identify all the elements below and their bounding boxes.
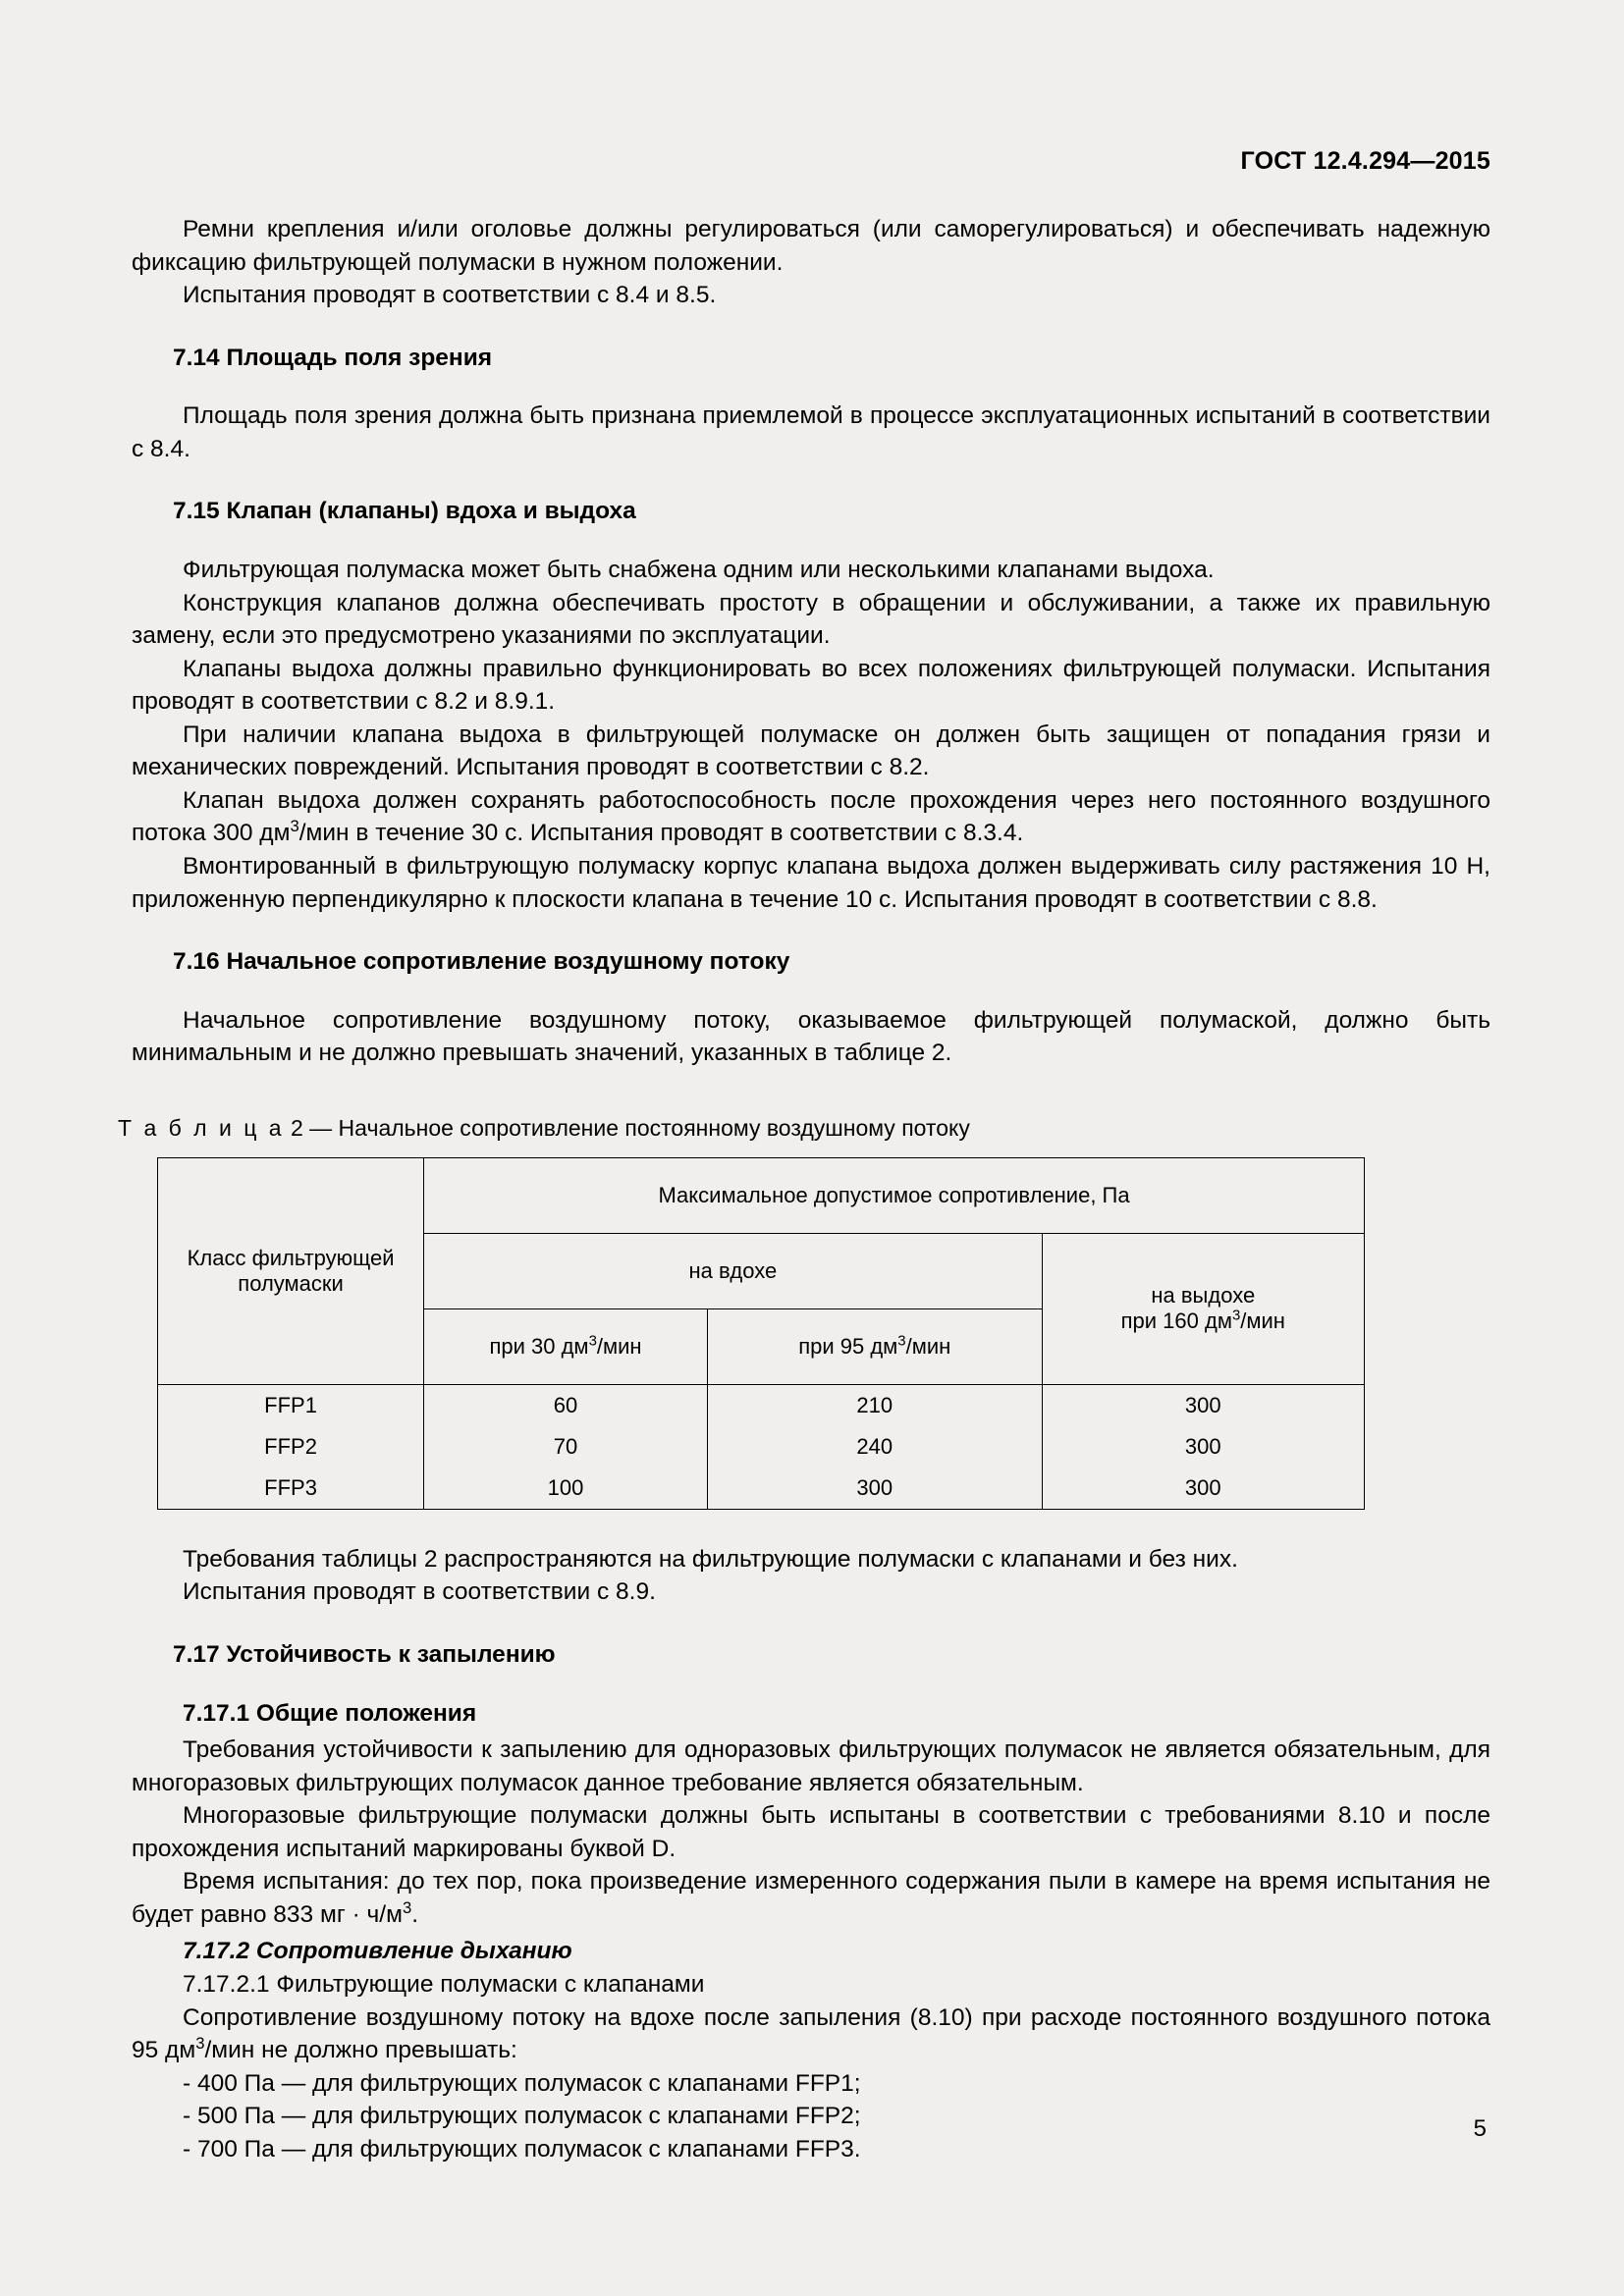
cell-95-ffp2: 240 <box>707 1426 1042 1468</box>
body-text-after-table <box>118 1543 1512 2166</box>
paragraph-valves-5-b: /мин в течение 30 с. Испытания проводят в соответствии с 8.3.4. <box>298 820 1024 847</box>
resistance-table <box>157 1157 1365 1510</box>
requirement-list <box>132 2067 1490 2166</box>
table-header-flow-95 <box>707 1308 1042 1384</box>
cell-class-ffp1: FFP1 <box>158 1384 424 1426</box>
paragraph-tests-84-85: Испытания проводят в соответствии с 8.4 и 8.5. <box>183 282 717 309</box>
section-heading-7-17: 7.17 Устойчивость к запылению <box>173 1640 556 1668</box>
cell-30-ffp1: 60 <box>424 1384 708 1426</box>
table-row <box>158 1426 1365 1468</box>
paragraph-7-17-2-1: 7.17.2.1 Фильтрующие полумаски с клапанами <box>183 1971 705 1998</box>
superscript-cubic-95: 3 <box>897 1332 906 1350</box>
paragraph-field-of-view: Площадь поля зрения должна быть признана приемлемой в процессе эксплуатационных испытаний в соответствии с 8.4. <box>132 402 1490 462</box>
table-header-exhale-line1: на выдохе <box>1151 1283 1256 1308</box>
paragraph-initial-resistance: Начальное сопротивление воздушному потоку, оказываемое фильтрующей полумаской, должно быть минимальным и не должно превышать значений, указанных в таблице 2. <box>132 1006 1490 1067</box>
cell-160-ffp1: 300 <box>1042 1384 1364 1426</box>
superscript-cubic-exhale: 3 <box>1231 1307 1241 1324</box>
cell-160-ffp3: 300 <box>1042 1468 1364 1510</box>
section-heading-7-16: 7.16 Начальное сопротивление воздушному потоку <box>173 948 790 976</box>
table-header-flow-95-b: /мин <box>905 1333 951 1359</box>
list-item: - 500 Па — для фильтрующих полумасок с клапанами FFP2; <box>183 2103 861 2130</box>
paragraph-table-applies: Требования таблицы 2 распространяются на фильтрующие полумаски с клапанами и без них. <box>183 1545 1238 1573</box>
paragraph-valves-3: Клапаны выдоха должны правильно функционировать во всех положениях фильтрующей полумаски. Испытания проводят в соответствии с 8.2 и 8.9.1. <box>132 655 1490 716</box>
superscript-cubic-3: 3 <box>195 2033 205 2053</box>
paragraph-valves-5 <box>132 784 1490 850</box>
table-header-exhale-line2-a: при 160 дм <box>1120 1308 1232 1334</box>
superscript-cubic-30: 3 <box>588 1332 597 1350</box>
paragraph-tests-89: Испытания проводят в соответствии с 8.9. <box>183 1578 656 1606</box>
paragraph-valves-5-a: Клапан выдоха должен сохранять работоспособность после прохождения через него постоянного воздушного потока 300 дм <box>132 786 1490 847</box>
table-header-row-1 <box>158 1157 1365 1233</box>
cell-30-ffp3: 100 <box>424 1468 708 1510</box>
paragraph-dust-3-a: Время испытания: до тех пор, пока произведение измеренного содержания пыли в камере на время испытания не будет равно 833 мг · ч/м <box>132 1868 1490 1928</box>
cell-class-ffp3: FFP3 <box>158 1468 424 1510</box>
cell-95-ffp1: 210 <box>707 1384 1042 1426</box>
cell-95-ffp3: 300 <box>707 1468 1042 1510</box>
paragraph-resistance-b: /мин не должно превышать: <box>204 2037 517 2064</box>
paragraph-dust-2: Многоразовые фильтрующие полумаски должны быть испытаны в соответствии с требованиями 8.10 и после прохождения испытаний маркированы буквой D. <box>132 1802 1490 1862</box>
table-header-class: Класс фильтрующей полумаски <box>158 1157 424 1384</box>
list-item: - 700 Па — для фильтрующих полумасок с клапанами FFP3. <box>183 2135 861 2163</box>
section-heading-7-17-1: 7.17.1 Общие положения <box>183 1699 477 1727</box>
page-number: 5 <box>1473 2115 1487 2142</box>
section-heading-7-17-2: 7.17.2 Сопротивление дыханию <box>183 1938 572 1965</box>
table-row <box>158 1468 1365 1510</box>
list-item: - 400 Па — для фильтрующих полумасок с клапанами FFP1; <box>183 2069 861 2097</box>
page-content <box>118 0 1512 2165</box>
section-heading-7-14: 7.14 Площадь поля зрения <box>173 344 493 371</box>
table-caption-number: 2 <box>290 1114 303 1141</box>
table-header-flow-30-a: при 30 дм <box>489 1333 589 1359</box>
table-wrapper <box>118 1157 1512 1510</box>
cell-class-ffp2: FFP2 <box>158 1426 424 1468</box>
paragraph-valves-2: Конструкция клапанов должна обеспечивать простоту в обращении и обслуживании, а также их правильную замену, если это предусмотрено указаниями по эксплуатации. <box>132 589 1490 650</box>
table-header-max-resistance: Максимальное допустимое сопротивление, Па <box>424 1157 1365 1233</box>
cell-30-ffp2: 70 <box>424 1426 708 1468</box>
section-heading-7-15: 7.15 Клапан (клапаны) вдоха и выдоха <box>173 498 636 525</box>
table-header-flow-30-b: /мин <box>596 1333 642 1359</box>
paragraph-dust-1: Требования устойчивости к запылению для одноразовых фильтрующих полумасок не является обязательным, для многоразовых фильтрующих полумасок данное требование является обязательным. <box>132 1736 1490 1796</box>
table-header-exhale <box>1042 1233 1364 1384</box>
body-text <box>118 213 1512 1070</box>
table-header-flow-30 <box>424 1308 708 1384</box>
paragraph-resistance-a: Сопротивление воздушному потоку на вдохе после запыления (8.10) при расходе постоянного воздушного потока 95 дм <box>132 2003 1490 2064</box>
superscript-cubic-1: 3 <box>290 817 299 836</box>
document-header: ГОСТ 12.4.294—2015 <box>1240 147 1490 175</box>
paragraph-straps: Ремни крепления и/или оголовье должны регулироваться (или саморегулироваться) и обеспечивать надежную фиксацию фильтрующей полумаски в нужном положении. <box>132 216 1490 276</box>
paragraph-valves-4: При наличии клапана выдоха в фильтрующей полумаске он должен быть защищен от попадания грязи и механических повреждений. Испытания проводят в соответствии с 8.2. <box>132 721 1490 781</box>
table-header-inhale: на вдохе <box>424 1233 1042 1308</box>
table-caption-label: Т а б л и ц а <box>118 1114 285 1141</box>
table-caption-text: — Начальное сопротивление постоянному воздушному потоку <box>309 1114 970 1141</box>
cell-160-ffp2: 300 <box>1042 1426 1364 1468</box>
table-header-flow-95-a: при 95 дм <box>798 1333 898 1359</box>
paragraph-resistance-after-dust <box>132 2002 1490 2067</box>
table-caption <box>118 1115 1512 1142</box>
paragraph-dust-3 <box>132 1865 1490 1931</box>
superscript-cubic-2: 3 <box>402 1897 412 1917</box>
paragraph-valves-6: Вмонтированный в фильтрующую полумаску корпус клапана выдоха должен выдерживать силу растяжения 10 Н, приложенную перпендикулярно к плоскости клапана в течение 10 с. Испытания проводят в соответствии с 8.8. <box>132 853 1490 913</box>
table-header-exhale-line2-b: /мин <box>1240 1308 1285 1334</box>
table-row <box>158 1384 1365 1426</box>
paragraph-valves-1: Фильтрующая полумаска может быть снабжена одним или несколькими клапанами выдоха. <box>183 556 1215 583</box>
paragraph-dust-3-b: . <box>411 1900 419 1928</box>
